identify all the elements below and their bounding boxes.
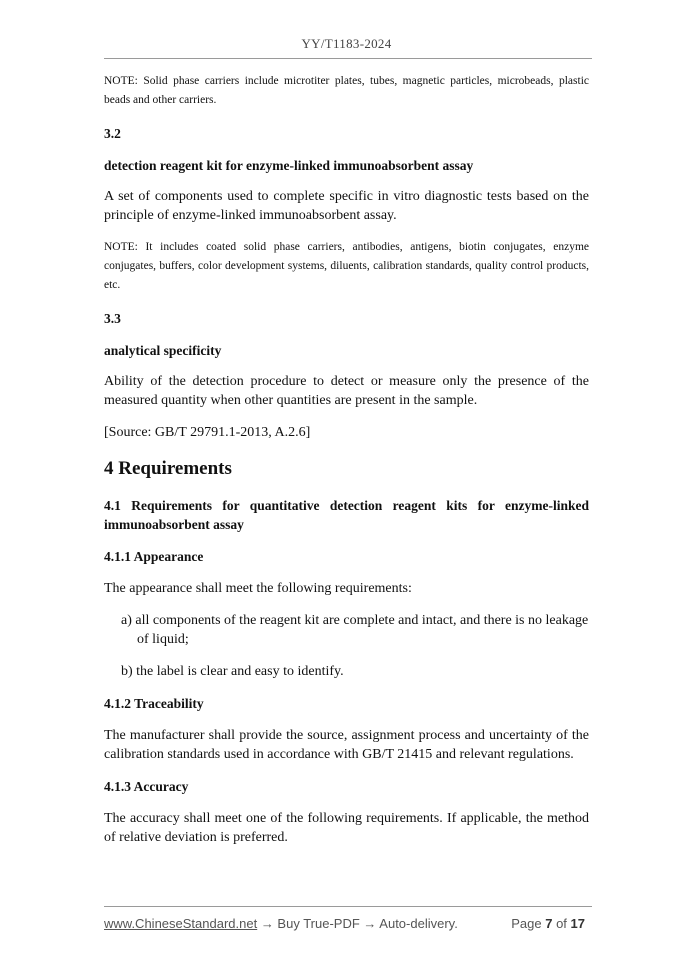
- site-link[interactable]: www.ChineseStandard.net: [104, 916, 258, 931]
- section-4-heading: 4 Requirements: [104, 458, 232, 479]
- clause-3-2-number: 3.2: [104, 126, 121, 141]
- appearance-intro: The appearance shall meet the following requirements:: [104, 581, 412, 596]
- clause-3-3-number: 3.3: [104, 311, 121, 326]
- note-solid-phase-carriers: NOTE: Solid phase carriers include microtiter plates, tubes, magnetic particles, microbeads, plastic beads and other carriers.: [104, 75, 589, 106]
- document-header: [0, 36, 693, 52]
- clause-3-2-note: NOTE: It includes coated solid phase carriers, antibodies, antigens, biotin conjugates, enzyme conjugates, buffers, color development systems, diluents, calibration standards, quality control products, etc.: [104, 241, 589, 291]
- page-label: Page: [511, 916, 542, 931]
- promo-text: → Buy True-PDF → Auto-delivery.: [257, 916, 458, 931]
- page-of: of: [556, 916, 567, 931]
- clause-3-3-source: [Source: GB/T 29791.1-2013, A.2.6]: [104, 425, 311, 440]
- clause-3-3-term: analytical specificity: [104, 343, 222, 358]
- clause-3-3-definition: Ability of the detection procedure to detect or measure only the presence of the measured quantity when other quantities are present in the sample.: [104, 374, 589, 408]
- clause-3-2-definition: A set of components used to complete specific in vitro diagnostic tests based on the principle of enzyme-linked immunoabsorbent assay.: [104, 189, 589, 223]
- section-4-1-1-heading: 4.1.1 Appearance: [104, 549, 204, 564]
- section-4-1-heading: 4.1 Requirements for quantitative detection reagent kits for enzyme-linked immunoabsorbent assay: [104, 498, 589, 532]
- total-pages: 17: [570, 916, 585, 931]
- clause-3-2-term: detection reagent kit for enzyme-linked immunoabsorbent assay: [104, 158, 474, 173]
- current-page: 7: [545, 916, 553, 931]
- document-id: YY/T1183-2024: [301, 36, 392, 51]
- accuracy-text: The accuracy shall meet one of the following requirements. If applicable, the method of relative deviation is preferred.: [104, 811, 589, 845]
- footer-divider: [104, 906, 592, 907]
- section-4-1-3-heading: 4.1.3 Accuracy: [104, 779, 189, 794]
- footer-promo: [104, 916, 458, 931]
- page-body: [104, 72, 589, 860]
- appearance-item-b: b) the label is clear and easy to identify.: [121, 664, 344, 679]
- page-number: [511, 916, 585, 931]
- header-divider: [104, 58, 592, 59]
- traceability-text: The manufacturer shall provide the source, assignment process and uncertainty of the calibration standards used in accordance with GB/T 21415 and relevant regulations.: [104, 728, 589, 762]
- section-4-1-2-heading: 4.1.2 Traceability: [104, 696, 204, 711]
- appearance-item-a: a) all components of the reagent kit are complete and intact, and there is no leakage of liquid;: [121, 613, 589, 647]
